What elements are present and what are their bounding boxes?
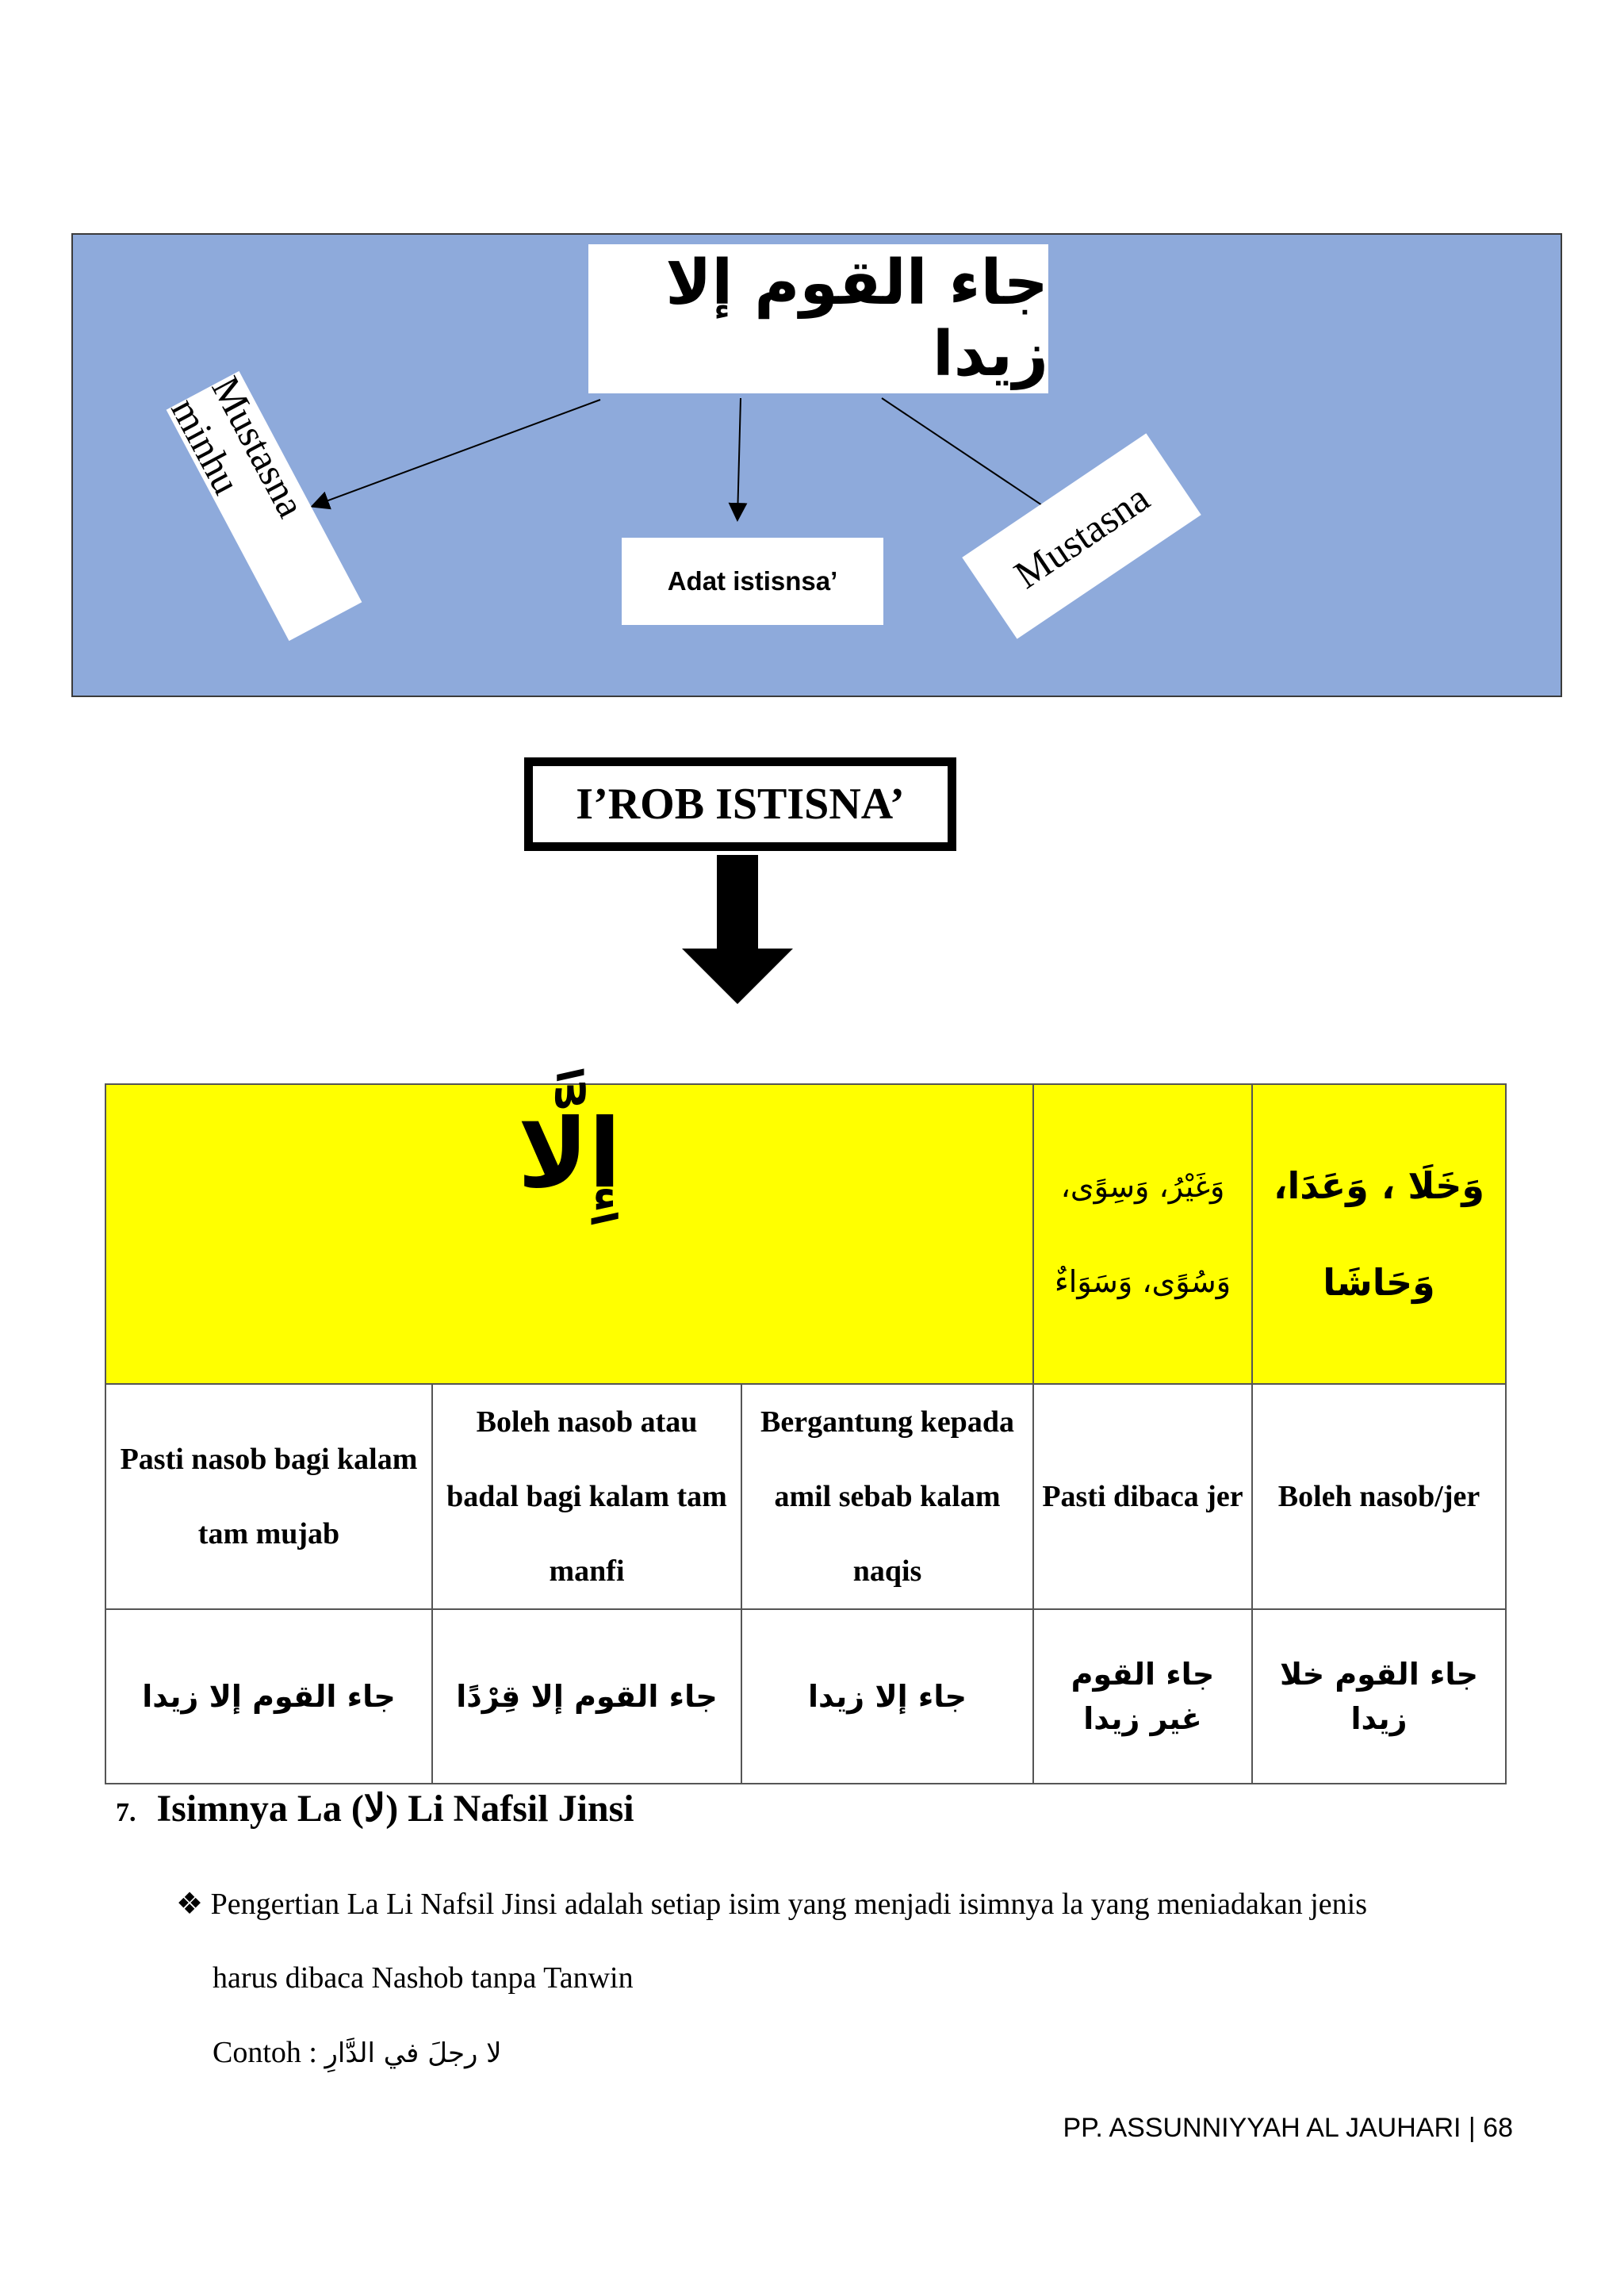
main-sentence: جاء القوم إلا زيدا <box>588 244 1048 393</box>
header-ghair <box>1033 1084 1252 1384</box>
example-label: Contoh : <box>213 2036 325 2069</box>
section-title: Isimnya La (لا) Li Nafsil Jinsi <box>156 1788 634 1830</box>
header-illa <box>105 1084 1033 1384</box>
definition-line <box>176 1886 1367 1922</box>
istisna-table <box>105 1083 1507 1784</box>
down-arrow-icon <box>682 855 793 1006</box>
section-heading <box>116 1786 634 1830</box>
table-cell: Boleh nasob atau badal bagi kalam tam manfi <box>432 1384 741 1609</box>
table-cell: جاء القوم إلا زيدا <box>105 1609 432 1784</box>
ghair-line1: وَغَيْرُ، وَسِوًى، <box>1060 1169 1225 1204</box>
section-number: 7. <box>116 1798 136 1827</box>
arrow-to-adat <box>737 398 741 519</box>
table-cell: Bergantung kepada amil sebab kalam naqis <box>741 1384 1033 1609</box>
label-adat-istisna: Adat istisnsa’ <box>622 538 883 625</box>
ghair-line2: وَسُوًى، وَسَوَاءٌ <box>1054 1264 1231 1299</box>
table-header-row <box>105 1084 1506 1384</box>
table-cell: جاء القوم خلا زيدا <box>1252 1609 1506 1784</box>
table-cell: جاء القوم غير زيدا <box>1033 1609 1252 1784</box>
sentence-diagram <box>71 233 1562 697</box>
table-cell: Boleh nasob/jer <box>1252 1384 1506 1609</box>
example-arabic: لا رجلَ في الدَّارِ <box>324 2037 502 2069</box>
khala-line2: وَحَاشَا <box>1323 1261 1435 1304</box>
table-cell: Pasti nasob bagi kalam tam mujab <box>105 1384 432 1609</box>
bullet-diamond-icon: ❖ <box>176 1888 204 1921</box>
table-cell: جاء القوم إلا قِرْدًا <box>432 1609 741 1784</box>
khala-line1: وَخَلَا ، وَعَدَا، <box>1273 1164 1484 1207</box>
table-row-description <box>105 1384 1506 1609</box>
header-khala <box>1252 1084 1506 1384</box>
page-footer: PP. ASSUNNIYYAH AL JAUHARI | 68 <box>1063 2113 1513 2143</box>
label-mustasna-minhu: Mustasna minhu <box>167 371 362 641</box>
table-cell: Pasti dibaca jer <box>1033 1384 1252 1609</box>
arrow-to-minhu <box>313 400 600 506</box>
irob-istisna-heading: I’ROB ISTISNA’ <box>524 757 956 851</box>
definition-continuation: harus dibaca Nashob tanpa Tanwin <box>213 1961 634 1995</box>
arrow-to-mustasna <box>882 398 1059 516</box>
definition-text: Pengertian La Li Nafsil Jinsi adalah setiap isim yang menjadi isimnya la yang meniadakan jenis <box>210 1888 1367 1921</box>
illa-text: إِلَّا <box>517 1099 622 1209</box>
table-cell: جاء إلا زيدا <box>741 1609 1033 1784</box>
label-mustasna: Mustasna <box>962 433 1201 638</box>
example-line <box>213 2035 502 2070</box>
table-row-example <box>105 1609 1506 1784</box>
